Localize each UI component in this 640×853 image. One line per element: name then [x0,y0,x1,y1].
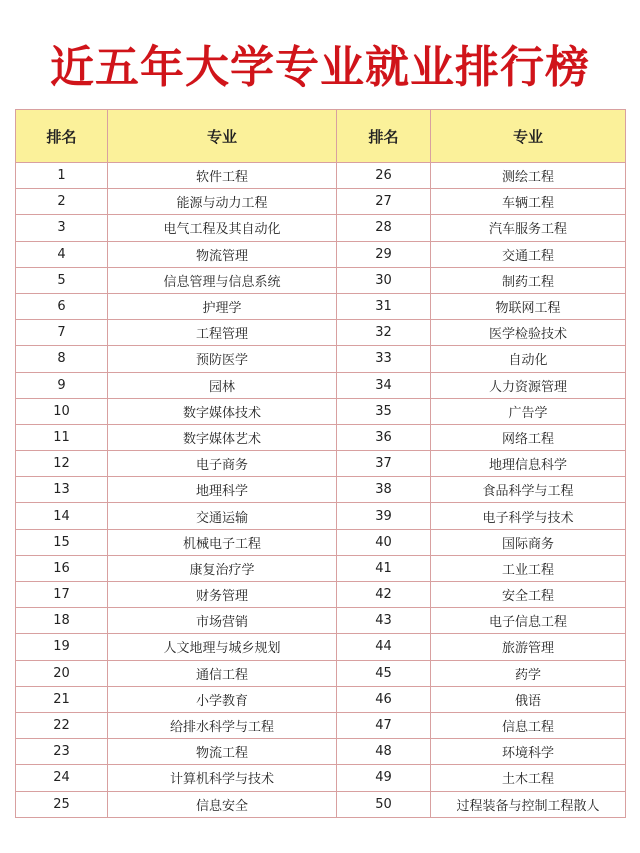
major-cell: 计算机科学与技术 [108,765,337,791]
header-major: 专业 [108,110,337,163]
rank-cell: 24 [16,765,108,791]
table-row [16,582,626,608]
major-cell: 土木工程 [431,765,626,791]
table-row [16,765,626,791]
major-cell: 信息工程 [431,712,626,738]
rank-cell: 20 [16,660,108,686]
table-header-row [16,110,626,163]
rank-cell: 29 [337,241,431,267]
table-row [16,503,626,529]
table-row [16,739,626,765]
major-cell: 物流管理 [108,241,337,267]
major-cell: 俄语 [431,686,626,712]
ranking-table [15,109,626,818]
major-cell: 交通运输 [108,503,337,529]
rank-cell: 44 [337,634,431,660]
major-cell: 康复治疗学 [108,555,337,581]
major-cell: 汽车服务工程 [431,215,626,241]
major-cell: 网络工程 [431,424,626,450]
rank-cell: 31 [337,293,431,319]
header-rank: 排名 [16,110,108,163]
major-cell: 人力资源管理 [431,372,626,398]
major-cell: 物联网工程 [431,293,626,319]
table-row [16,267,626,293]
major-cell: 能源与动力工程 [108,189,337,215]
rank-cell: 45 [337,660,431,686]
rank-cell: 47 [337,712,431,738]
table-row [16,424,626,450]
rank-cell: 49 [337,765,431,791]
rank-cell: 4 [16,241,108,267]
major-cell: 电子科学与技术 [431,503,626,529]
rank-cell: 42 [337,582,431,608]
rank-cell: 19 [16,634,108,660]
major-cell: 安全工程 [431,582,626,608]
header-rank-2: 排名 [337,110,431,163]
rank-cell: 41 [337,555,431,581]
rank-cell: 1 [16,163,108,189]
major-cell: 数字媒体艺术 [108,424,337,450]
major-cell: 电子信息工程 [431,608,626,634]
major-cell: 药学 [431,660,626,686]
rank-cell: 22 [16,712,108,738]
major-cell: 通信工程 [108,660,337,686]
major-cell: 护理学 [108,293,337,319]
major-cell: 给排水科学与工程 [108,712,337,738]
table-row [16,712,626,738]
major-cell: 园林 [108,372,337,398]
rank-cell: 21 [16,686,108,712]
major-cell: 物流工程 [108,739,337,765]
rank-cell: 11 [16,424,108,450]
major-cell: 电气工程及其自动化 [108,215,337,241]
table-row [16,477,626,503]
major-cell: 食品科学与工程 [431,477,626,503]
page-title: 近五年大学专业就业排行榜 [50,42,590,93]
table-row [16,241,626,267]
table-row [16,346,626,372]
rank-cell: 18 [16,608,108,634]
rank-cell: 50 [337,791,431,817]
table-row [16,293,626,319]
table-row [16,451,626,477]
major-cell: 人文地理与城乡规划 [108,634,337,660]
major-cell: 制药工程 [431,267,626,293]
rank-cell: 7 [16,320,108,346]
rank-cell: 40 [337,529,431,555]
rank-cell: 46 [337,686,431,712]
rank-cell: 23 [16,739,108,765]
major-cell: 医学检验技术 [431,320,626,346]
table-row [16,529,626,555]
table-row [16,189,626,215]
rank-cell: 28 [337,215,431,241]
rank-cell: 12 [16,451,108,477]
rank-cell: 43 [337,608,431,634]
major-cell: 数字媒体技术 [108,398,337,424]
rank-cell: 26 [337,163,431,189]
table-body [16,163,626,818]
rank-cell: 37 [337,451,431,477]
rank-cell: 33 [337,346,431,372]
rank-cell: 5 [16,267,108,293]
major-cell: 工程管理 [108,320,337,346]
rank-cell: 16 [16,555,108,581]
rank-cell: 8 [16,346,108,372]
table-row [16,608,626,634]
major-cell: 环境科学 [431,739,626,765]
rank-cell: 6 [16,293,108,319]
rank-cell: 34 [337,372,431,398]
major-cell: 测绘工程 [431,163,626,189]
major-cell: 交通工程 [431,241,626,267]
rank-cell: 38 [337,477,431,503]
major-cell: 预防医学 [108,346,337,372]
table-row [16,555,626,581]
major-cell: 国际商务 [431,529,626,555]
rank-cell: 10 [16,398,108,424]
major-cell: 自动化 [431,346,626,372]
table-row [16,660,626,686]
table-row [16,686,626,712]
rank-cell: 17 [16,582,108,608]
rank-cell: 30 [337,267,431,293]
rank-cell: 32 [337,320,431,346]
rank-cell: 13 [16,477,108,503]
table-row [16,634,626,660]
rank-cell: 27 [337,189,431,215]
table-row [16,215,626,241]
major-cell: 电子商务 [108,451,337,477]
rank-cell: 14 [16,503,108,529]
table-row [16,791,626,817]
major-cell: 旅游管理 [431,634,626,660]
rank-cell: 9 [16,372,108,398]
header-major-2: 专业 [431,110,626,163]
rank-cell: 25 [16,791,108,817]
major-cell: 信息安全 [108,791,337,817]
major-cell: 工业工程 [431,555,626,581]
major-cell: 地理科学 [108,477,337,503]
major-cell: 小学教育 [108,686,337,712]
rank-cell: 36 [337,424,431,450]
rank-cell: 15 [16,529,108,555]
rank-cell: 3 [16,215,108,241]
table-row [16,372,626,398]
major-cell: 软件工程 [108,163,337,189]
rank-cell: 48 [337,739,431,765]
major-cell: 财务管理 [108,582,337,608]
rank-cell: 35 [337,398,431,424]
rank-cell: 2 [16,189,108,215]
major-cell: 地理信息科学 [431,451,626,477]
major-cell: 市场营销 [108,608,337,634]
major-cell: 广告学 [431,398,626,424]
major-cell: 信息管理与信息系统 [108,267,337,293]
table-row [16,163,626,189]
major-cell: 过程装备与控制工程散人 [431,791,626,817]
table-row [16,398,626,424]
major-cell: 车辆工程 [431,189,626,215]
rank-cell: 39 [337,503,431,529]
major-cell: 机械电子工程 [108,529,337,555]
table-row [16,320,626,346]
